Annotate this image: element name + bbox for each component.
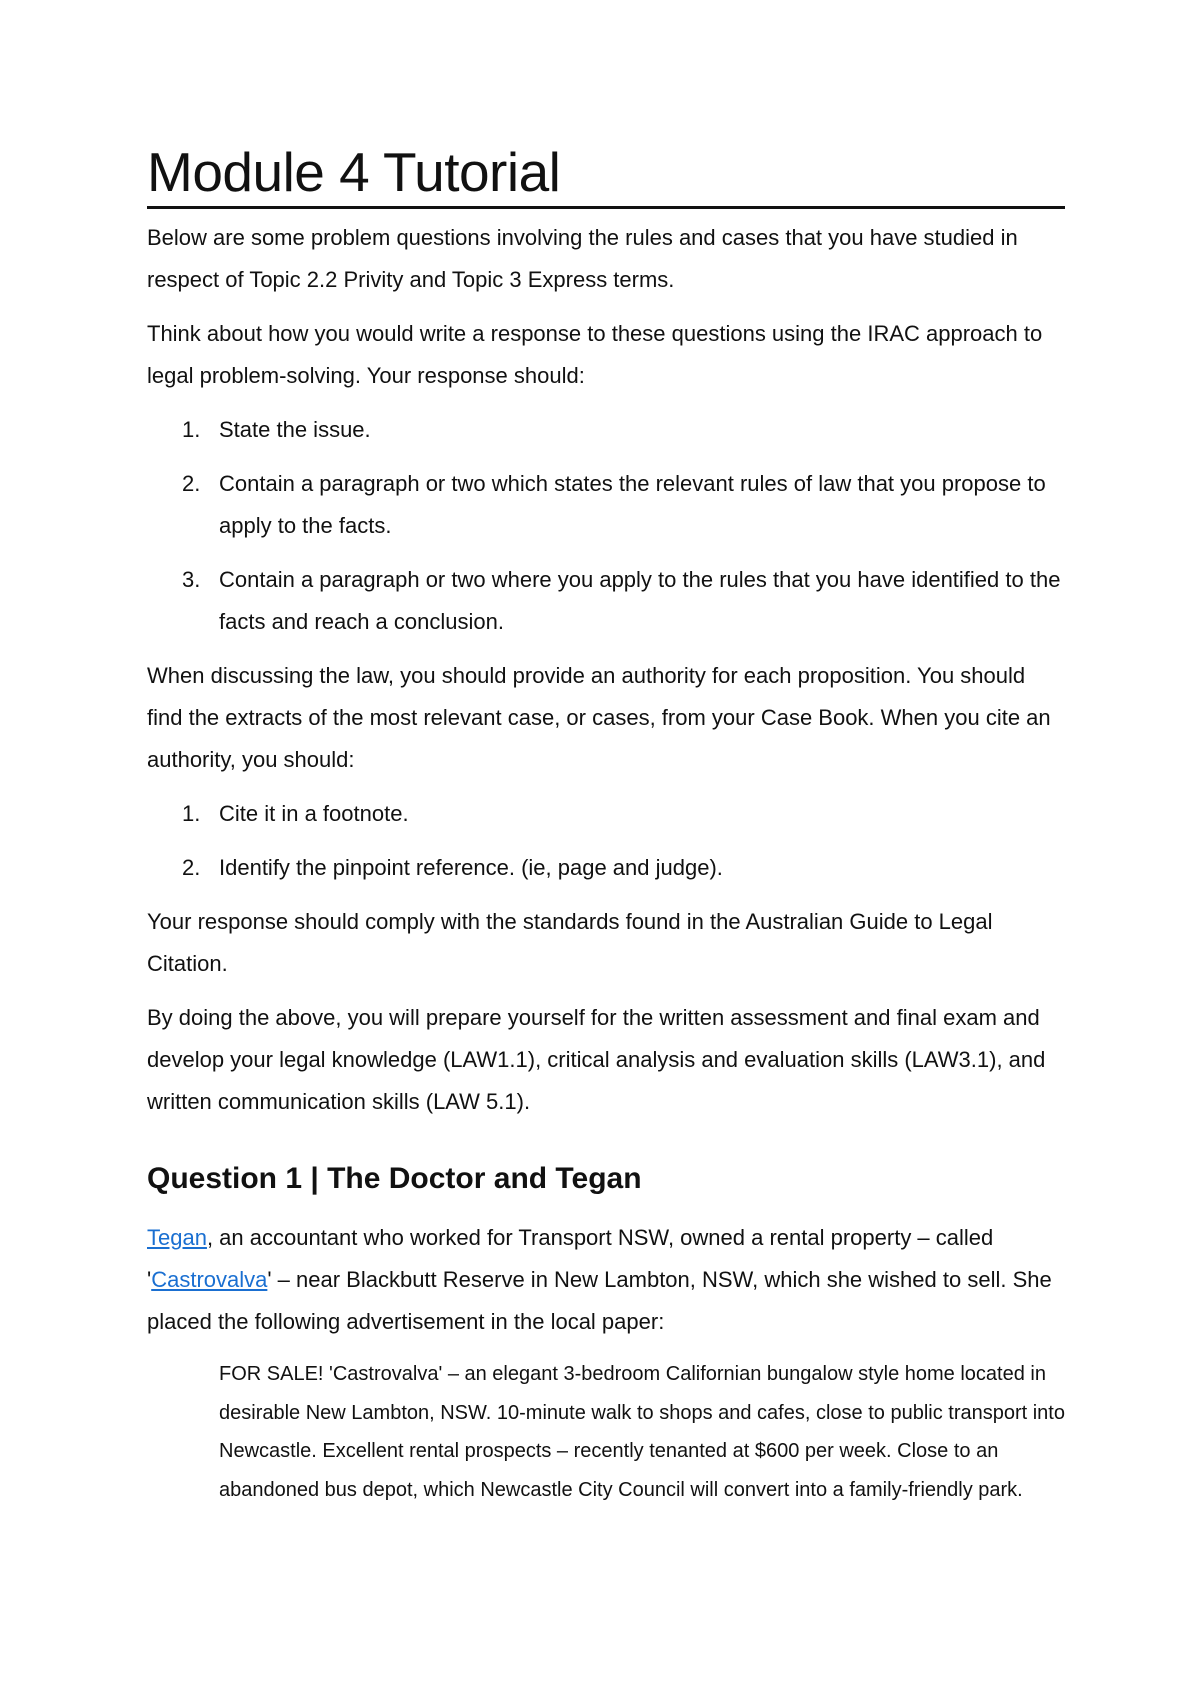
question-1-text-a: , an accountant who worked for Transport NSW, owned a rental property – called ' [147,1225,994,1292]
list-item [147,463,1065,547]
question-1-text-b: ' – near Blackbutt Reserve in New Lambton, NSW, which she wished to sell. She placed the following advertisement in the local paper: [147,1267,1052,1334]
intro-paragraph-2: Think about how you would write a response to these questions using the IRAC approach to legal problem-solving. Your response should: [147,321,1043,388]
page-title: Module 4 Tutorial [147,140,1065,209]
authority-paragraph: When discussing the law, you should provide an authority for each proposition. You should find the extracts of the most relevant case, or cases, from your Case Book. When you cite an authority, you should: [147,663,1051,772]
prepare-paragraph: By doing the above, you will prepare yourself for the written assessment and final exam and develop your legal knowledge (LAW1.1), critical analysis and evaluation skills (LAW3.1), and written communication skills (LAW 5.1). [147,1005,1046,1114]
castrovalva-link[interactable]: Castrovalva [151,1267,268,1292]
intro-paragraph-1: Below are some problem questions involving the rules and cases that you have studied in respect of Topic 2.2 Privity and Topic 3 Express terms. [147,225,1018,292]
list-item-text: Contain a paragraph or two which states the relevant rules of law that you propose to apply to the facts. [219,471,1046,538]
list-item-text: Cite it in a footnote. [219,801,409,826]
list-number: 3. [182,567,201,592]
advertisement-quote: FOR SALE! 'Castrovalva' – an elegant 3-bedroom Californian bungalow style home located in desirable New Lambton, NSW. 10-minute walk to shops and cafes, close to public transport into Newcastle. Excellent rental prospects – recently tenanted at $600 per week. Close to an abandoned bus depot, which Newcastle City Council will convert into a family-friendly park. [219,1363,1065,1501]
list-item-text: State the issue. [219,417,371,442]
list-number: 1. [182,801,201,826]
list-number: 2. [182,471,201,496]
question-1-paragraph [147,1217,1065,1343]
list-item [147,409,1065,451]
list-item [147,847,1065,889]
response-requirements-list [147,409,1065,643]
list-item-text: Identify the pinpoint reference. (ie, page and judge). [219,855,723,880]
list-item [147,793,1065,835]
list-item-text: Contain a paragraph or two where you apply to the rules that you have identified to the facts and reach a conclusion. [219,567,1061,634]
list-number: 1. [182,417,201,442]
citation-requirements-list [147,793,1065,889]
agl-paragraph: Your response should comply with the standards found in the Australian Guide to Legal Citation. [147,909,993,976]
question-1-heading: Question 1 | The Doctor and Tegan [147,1162,642,1195]
list-number: 2. [182,855,201,880]
tegan-link[interactable]: Tegan [147,1225,207,1250]
list-item [147,559,1065,643]
